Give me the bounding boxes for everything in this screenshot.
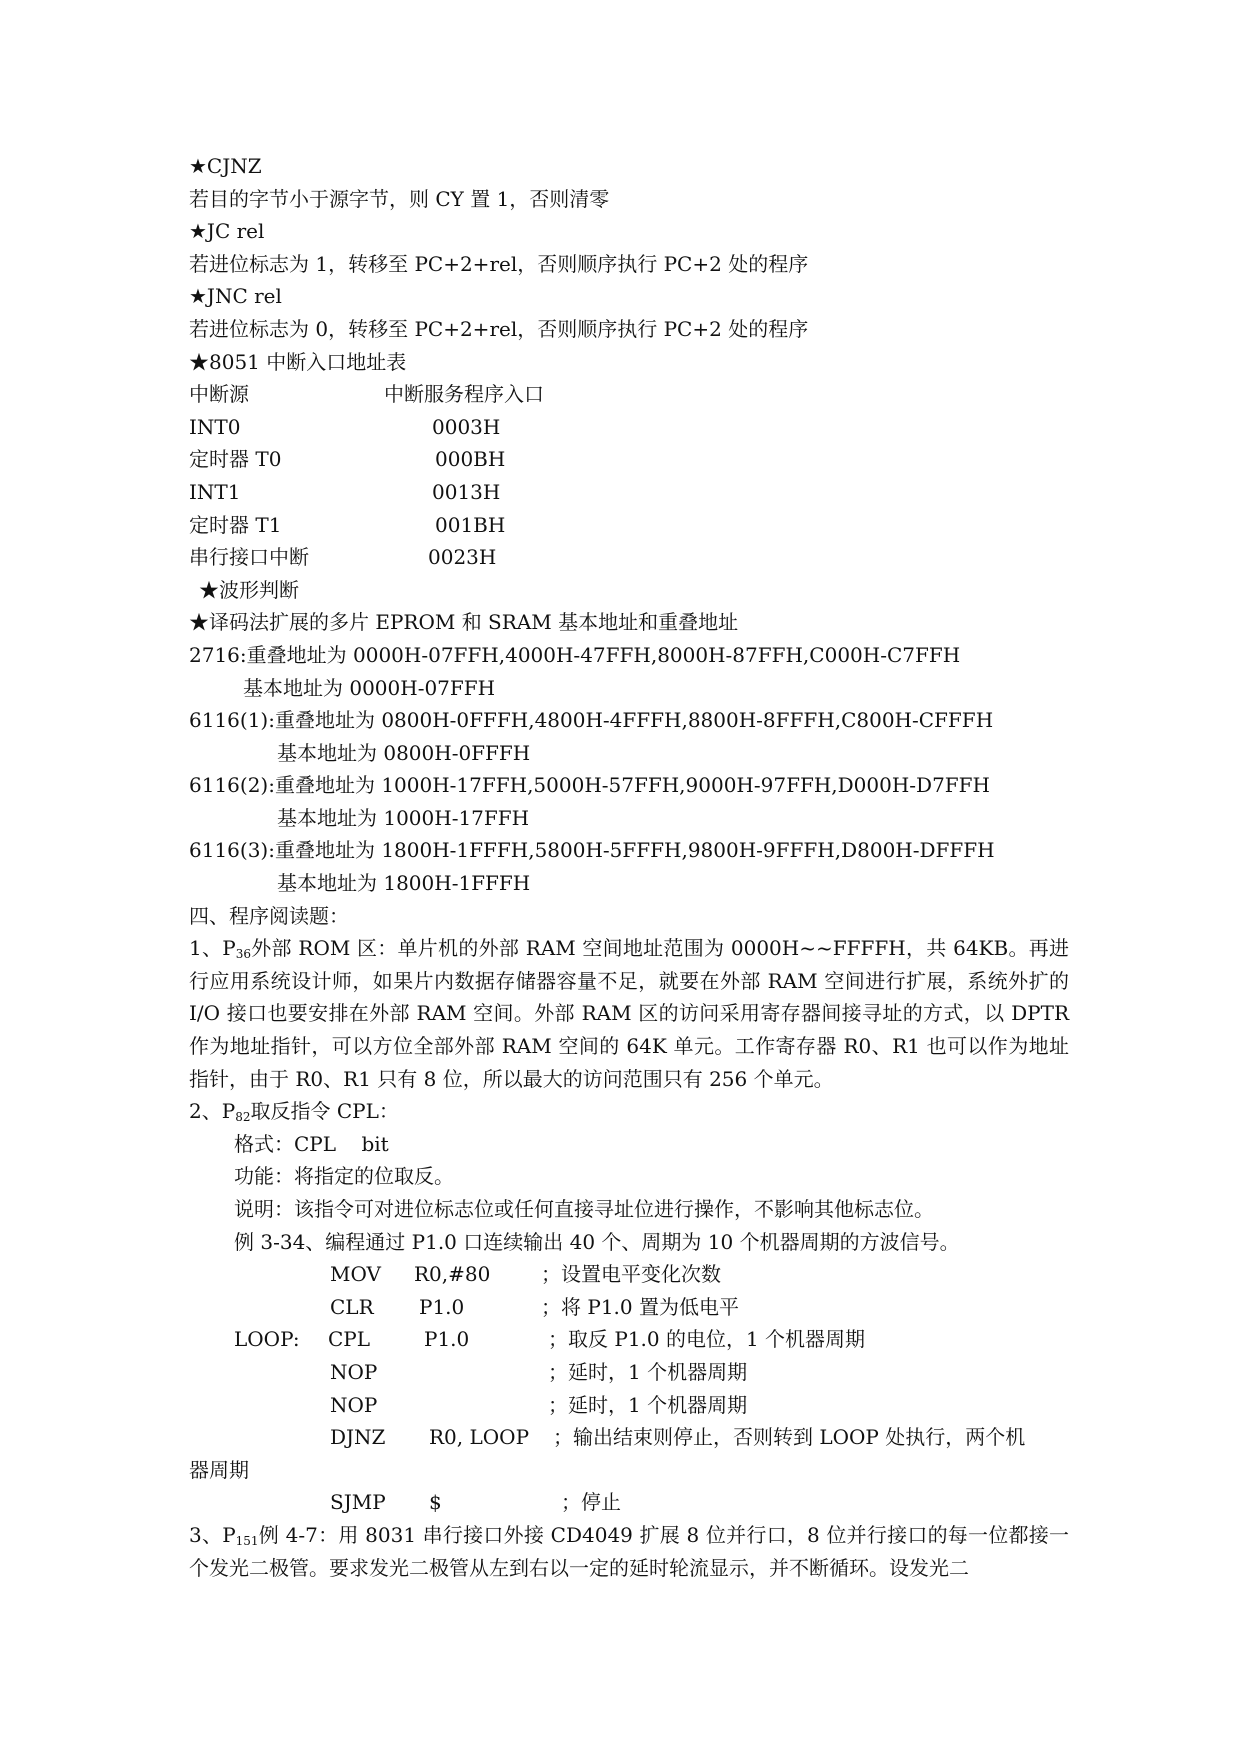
code-arg: P1.0	[424, 1327, 470, 1352]
code-line	[189, 1291, 1069, 1324]
int-table-row	[189, 541, 1069, 574]
cpl-note: 说明：该指令可对进位标志位或任何直接寻址位进行操作，不影响其他标志位。	[234, 1197, 934, 1221]
int-address: 0013H	[432, 479, 501, 504]
int-source: INT1	[189, 479, 241, 504]
code-op: MOV	[330, 1262, 381, 1287]
heading-jc: ★JC rel	[189, 219, 265, 244]
item-3-text: 例 4-7：用 8031 串行接口外接 CD4049 扩展 8 位并行口，8 位并行接口的每一位都接一个发光二极管。要求发光二极管从左到右以一定的延时轮流显示，并不断循环。设发光二	[189, 1522, 1069, 1580]
item-3-paragraph	[189, 1519, 1069, 1584]
text-jnc-desc: 若进位标志为 0，转移至 PC+2+rel，否则顺序执行 PC+2 处的程序	[189, 316, 809, 341]
text-jc-desc: 若进位标志为 1，转移至 PC+2+rel，否则顺序执行 PC+2 处的程序	[189, 251, 809, 276]
page-content	[189, 150, 1069, 1584]
int-table-row	[189, 443, 1069, 476]
code-line	[189, 1356, 1069, 1389]
item-1-paragraph	[189, 932, 1069, 1095]
int-address: 0003H	[432, 414, 501, 439]
code-op: SJMP	[330, 1490, 386, 1515]
int-source: 定时器 T1	[189, 512, 282, 537]
chip-overlap: 2716:重叠地址为 0000H-07FFH,4000H-47FFH,8000H-87FFH,C000H-C7FFH	[189, 642, 961, 667]
code-comment: ；延时，1 个机器周期	[548, 1359, 748, 1384]
code-line	[189, 1258, 1069, 1291]
int-table-header-entry: 中断服务程序入口	[384, 382, 544, 407]
cpl-function: 功能：将指定的位取反。	[234, 1164, 454, 1189]
example-3-34: 例 3-34、编程通过 P1.0 口连续输出 40 个、周期为 10 个机器周期的方波信号。	[234, 1229, 960, 1254]
code-op: CLR	[330, 1294, 374, 1319]
int-table-row	[189, 509, 1069, 542]
code-op: NOP	[330, 1359, 378, 1384]
code-arg: R0,#80	[414, 1262, 491, 1287]
text-cjnz-desc: 若目的字节小于源字节，则 CY 置 1，否则清零	[189, 186, 610, 211]
int-address: 0023H	[428, 545, 497, 570]
cpl-format: 格式：CPL bit	[234, 1131, 389, 1156]
chip-overlap: 6116(1):重叠地址为 0800H-0FFFH,4800H-4FFFH,8800H-8FFFH,C800H-CFFFH	[189, 708, 994, 733]
heading-interrupt-table: ★8051 中断入口地址表	[189, 349, 407, 374]
item-2-page-sub: 82	[235, 1110, 251, 1125]
code-arg: $	[429, 1490, 442, 1515]
int-address: 001BH	[435, 512, 506, 537]
heading-waveform: ★波形判断	[199, 577, 299, 602]
code-comment: ；取反 P1.0 的电位，1 个机器周期	[548, 1327, 866, 1352]
code-label: LOOP:	[234, 1327, 300, 1352]
item-3-prefix: 3、P	[189, 1522, 236, 1547]
int-source: INT0	[189, 414, 241, 439]
code-wrap-text: 器周期	[189, 1457, 249, 1482]
code-comment: ；停止	[561, 1490, 621, 1515]
code-op: NOP	[330, 1392, 378, 1417]
int-table-header-source: 中断源	[189, 382, 249, 407]
code-comment: ；将 P1.0 置为低电平	[541, 1294, 739, 1319]
code-line	[189, 1323, 1069, 1356]
item-3-page-sub: 151	[235, 1533, 259, 1548]
code-line	[189, 1486, 1069, 1519]
item-1-prefix: 1、P	[189, 936, 236, 961]
int-table-row	[189, 411, 1069, 444]
code-comment: ；输出结束则停止，否则转到 LOOP 处执行，两个机	[553, 1425, 1026, 1450]
chip-overlap: 6116(3):重叠地址为 1800H-1FFFH,5800H-5FFFH,9800H-9FFFH,D800H-DFFFH	[189, 838, 995, 863]
chip-base: 基本地址为 1000H-17FFH	[277, 805, 530, 830]
item-2-text: 取反指令 CPL：	[250, 1099, 399, 1124]
int-table-row	[189, 476, 1069, 509]
heading-cjnz: ★CJNZ	[189, 154, 262, 178]
heading-decode: ★译码法扩展的多片 EPROM 和 SRAM 基本地址和重叠地址	[189, 610, 739, 635]
chip-overlap: 6116(2):重叠地址为 1000H-17FFH,5000H-57FFH,9000H-97FFH,D000H-D7FFH	[189, 773, 990, 798]
int-source: 定时器 T0	[189, 447, 282, 472]
code-op: DJNZ	[330, 1425, 386, 1450]
code-comment: ；延时，1 个机器周期	[548, 1392, 748, 1417]
heading-jnc: ★JNC rel	[189, 284, 282, 309]
code-line	[189, 1421, 1069, 1454]
code-line	[189, 1389, 1069, 1422]
item-1-page-sub: 36	[235, 947, 251, 962]
int-table-header	[189, 378, 1069, 411]
item-1-text: 外部 ROM 区：单片机的外部 RAM 空间地址范围为 0000H~~FFFFH，共 64KB。再进行应用系统设计师，如果片内数据存储器容量不足，就要在外部 RAM 空间进行扩展，系统外扩的 I/O 接口也要安排在外部 RAM 空间。外部 RAM 区的访问采用寄存器间接寻址的方式，以 DPTR 作为地址指针，可以方位全部外部 RAM 空间的 64K 单元。工作寄存器 R0、R1 也可以作为地址指针，由于 R0、R1 只有 8 位，所以最大的访问范围只有 256 个单元。	[189, 936, 1069, 1091]
chip-base: 基本地址为 1800H-1FFFH	[277, 871, 531, 896]
code-arg: R0, LOOP	[429, 1425, 530, 1450]
chip-base: 基本地址为 0000H-07FFH	[243, 675, 496, 700]
code-op: CPL	[328, 1327, 371, 1352]
item-2-title	[189, 1095, 1069, 1128]
item-2-prefix: 2、P	[189, 1099, 236, 1124]
code-comment: ；设置电平变化次数	[541, 1262, 721, 1287]
chip-base: 基本地址为 0800H-0FFFH	[277, 740, 531, 765]
section-4-title: 四、程序阅读题：	[189, 903, 349, 928]
int-source: 串行接口中断	[189, 545, 309, 570]
int-address: 000BH	[435, 447, 506, 472]
code-arg: P1.0	[419, 1294, 465, 1319]
